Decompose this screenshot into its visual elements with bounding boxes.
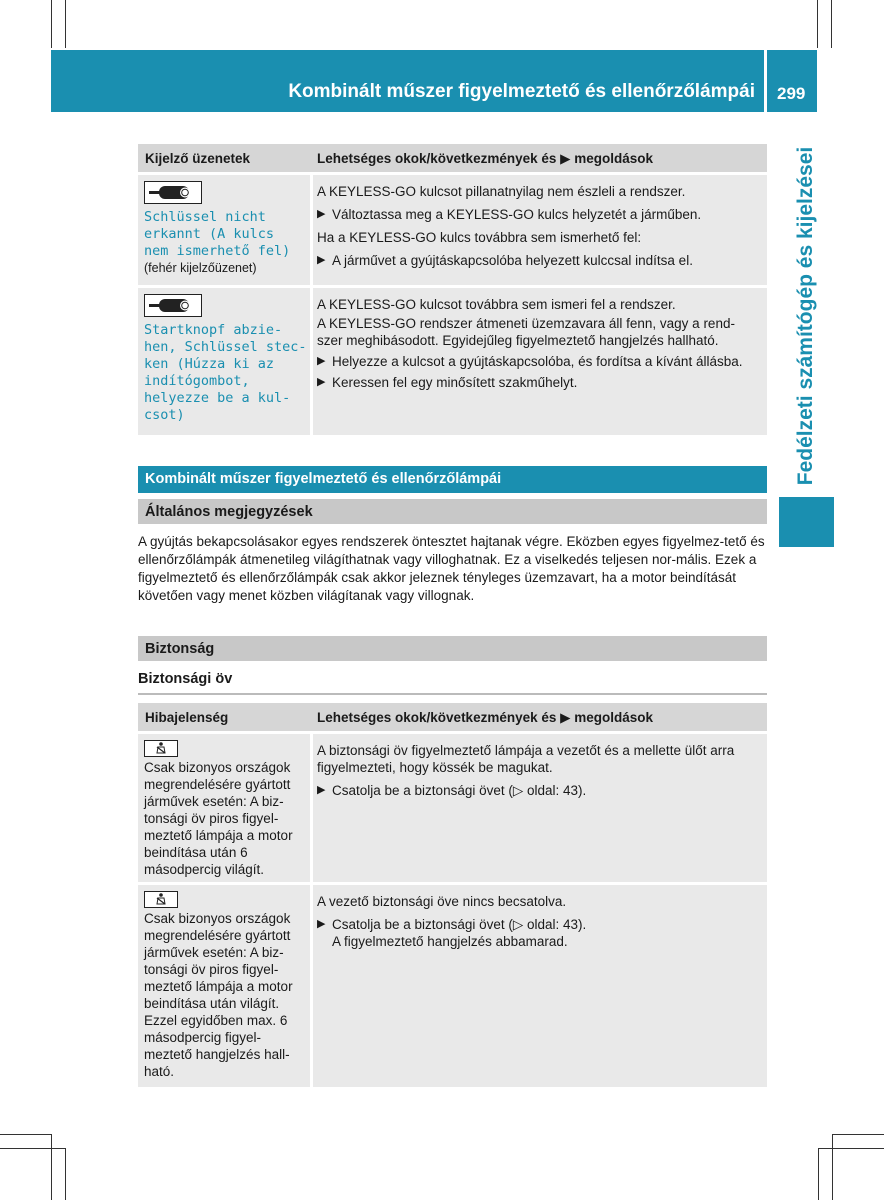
crop-mark: [818, 1148, 819, 1200]
cause-text: A biztonsági öv figyelmeztető lámpája a vezetőt és a mellette ülőt arra figyelmezteti, hogy kössék be magukat.: [317, 743, 735, 775]
seatbelt-icon: [144, 891, 178, 908]
solution-bullet: ▶ Helyezze a kulcsot a gyújtáskapcsolóba, és fordítsa a kívánt állásba.: [317, 353, 759, 370]
symptom-text: Csak bizonyos országok megrendelésére gyártott járművek esetén: A biz-tonsági öv piros figyel-meztető lámpája a motor beindítása után 6 másodpercig világít.: [144, 760, 293, 877]
crop-mark: [51, 1134, 52, 1200]
solution-bullet: ▶ Csatolja be a biztonsági övet (▷ oldal: 43).: [317, 782, 759, 799]
message-cell: [138, 288, 313, 435]
column-header: Lehetséges okok/következmények és ▶ megoldások: [317, 710, 654, 725]
page-number: 299: [777, 84, 806, 103]
solution-bullet: ▶ Keressen fel egy minősített szakműhelyt.: [317, 374, 759, 391]
subsection-heading: Biztonság: [138, 636, 767, 661]
solution-bullet: ▶ A járművet a gyújtáskapcsolóba helyezett kulccsal indítsa el.: [317, 252, 759, 269]
crop-mark: [51, 0, 52, 48]
key-icon: [144, 294, 202, 317]
column-header: Kijelző üzenetek: [145, 151, 251, 166]
solution-cell: [317, 288, 759, 397]
cause-text: A vezető biztonsági öve nincs becsatolva.: [317, 894, 567, 909]
column-header: Hibajelenség: [145, 710, 229, 725]
solution-cell: [317, 734, 759, 805]
subsection-heading: Általános megjegyzések: [138, 499, 767, 524]
header-divider: [764, 50, 767, 112]
message-cell: [138, 175, 313, 285]
table-row: [138, 882, 767, 1087]
general-notes-text: A gyújtás bekapcsolásakor egyes rendszerek öntesztet hajtanak végre. Eközben egyes figyelmez-tető és ellenőrzőlámpák átmenetileg világíthatnak vagy villoghatnak. Ez a viselkedés teljesen nor-mális. Ezek a figyelmeztető és ellenőrzőlámpák csak akkor jeleznek tényleges üzemzavart, ha a motor beindítását követően vagy menet közben világítanak vagy villognak.: [138, 534, 765, 603]
side-tab-label: Fedélzeti számítógép és kijelzései: [794, 146, 817, 486]
table-header: [138, 144, 767, 172]
page-title: Kombinált műszer figyelmeztető és ellenőrzőlámpái: [288, 81, 755, 102]
table-row: [138, 731, 767, 882]
solution-continuation: A figyelmeztető hangjelzés abbamarad.: [332, 934, 568, 949]
display-message: Startknopf abzie- hen, Schlüssel stec- ken (Húzza ki az indítógombot, helyezze be a kul- csot): [144, 322, 307, 423]
page-header: [51, 50, 817, 112]
section-heading: Kombinált műszer figyelmeztető és ellenőrzőlámpái: [138, 466, 767, 493]
seatbelt-table: [138, 703, 767, 1087]
display-messages-table: [138, 144, 767, 435]
cause-text: A KEYLESS-GO kulcsot továbbra sem ismeri fel a rendszer.: [317, 297, 676, 312]
symptom-text: Csak bizonyos országok megrendelésére gyártott járművek esetén: A biz-tonsági öv piros figyel-meztető lámpája a motor beindítása után világít. Ezzel egyidőben max. 6 másodpercig figyel-meztető hangjelzés hall-ható.: [144, 911, 293, 1079]
display-message: Schlüssel nicht erkannt (A kulcs nem ismerhető fel): [144, 209, 291, 259]
crop-mark: [817, 0, 818, 48]
column-header: Lehetséges okok/következmények és ▶ megoldások: [317, 151, 654, 166]
solution-cell: [317, 885, 759, 956]
cause-text: Ha a KEYLESS-GO kulcs továbbra sem ismerhető fel:: [317, 230, 642, 245]
symptom-cell: [138, 885, 313, 1087]
side-tab-marker: [779, 497, 834, 547]
table-header: [138, 703, 767, 731]
cause-text: A KEYLESS-GO kulcsot pillanatnyilag nem észleli a rendszer.: [317, 184, 686, 199]
crop-mark: [818, 1148, 884, 1149]
crop-mark: [0, 1148, 65, 1149]
message-note: (fehér kijelzőüzenet): [144, 261, 257, 275]
solution-bullet: ▶ Csatolja be a biztonsági övet (▷ oldal: 43).: [317, 916, 759, 933]
crop-mark: [65, 0, 66, 48]
solution-bullet: ▶ Változtassa meg a KEYLESS-GO kulcs helyzetét a járműben.: [317, 206, 759, 223]
crop-mark: [65, 1148, 66, 1200]
cause-text: A KEYLESS-GO rendszer átmeneti üzemzavara áll fenn, vagy a rend-szer meghibásodott. Egyidejűleg figyelmeztető hangjelzés hallható.: [317, 316, 735, 348]
crop-mark: [831, 0, 832, 48]
table-row: [138, 172, 767, 285]
seatbelt-icon: [144, 740, 178, 757]
table-row: [138, 285, 767, 435]
solution-cell: [317, 175, 759, 275]
crop-mark: [832, 1134, 884, 1135]
key-icon: [144, 181, 202, 204]
subheading-seatbelt: Biztonsági öv: [138, 671, 767, 695]
symptom-cell: [138, 734, 313, 882]
crop-mark: [832, 1134, 833, 1200]
crop-mark: [0, 1134, 51, 1135]
